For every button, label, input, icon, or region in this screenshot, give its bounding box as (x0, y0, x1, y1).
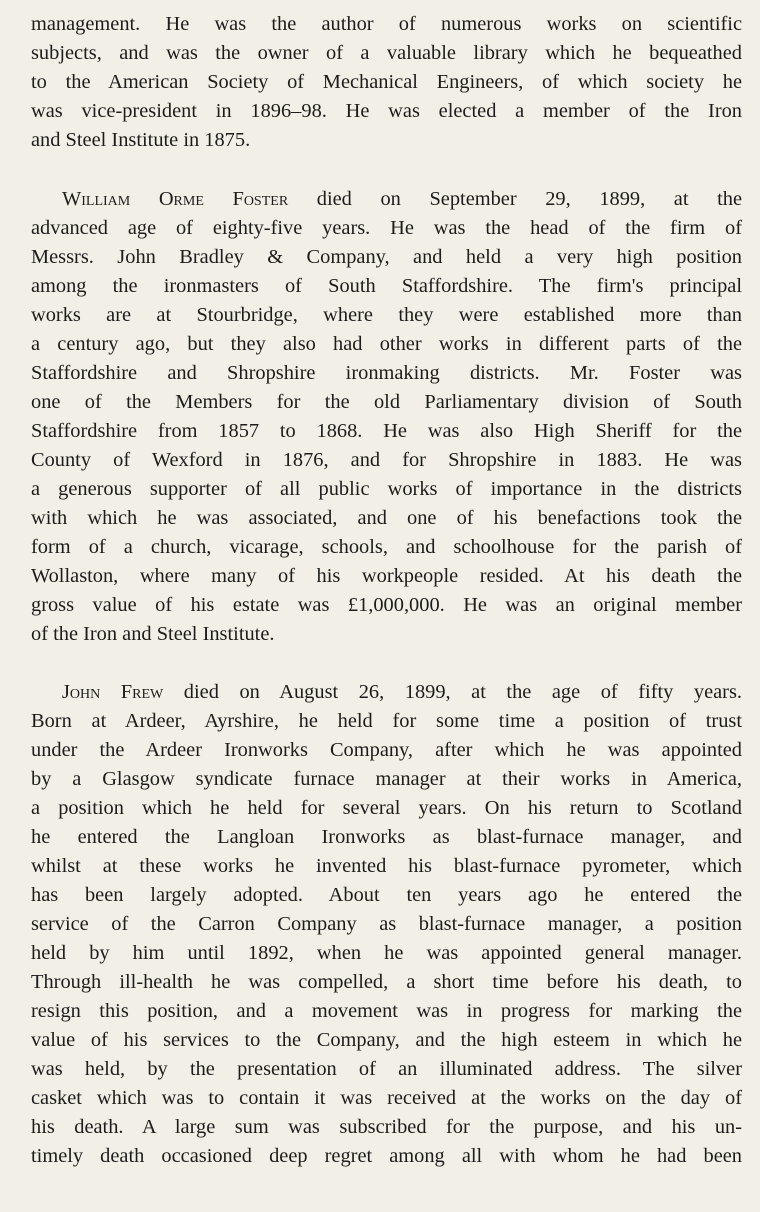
text-line: by a Glasgow syndicate furnace manager at their works in America, (31, 768, 742, 790)
text-line: to the American Society of Mechanical Engineers, of which society he (31, 71, 742, 93)
text-line: his death. A large sum was subscribed for the purpose, and his un- (31, 1116, 742, 1138)
text-line: works are at Stourbridge, where they were established more than (31, 304, 742, 326)
text-line: Staffordshire from 1857 to 1868. He was also High Sheriff for the (31, 420, 742, 442)
text-line: held by him until 1892, when he was appointed general manager. (31, 942, 742, 964)
text-line: value of his services to the Company, and the high esteem in which he (31, 1029, 742, 1051)
text-line: one of the Members for the old Parliamentary division of South (31, 391, 742, 413)
text-line: subjects, and was the owner of a valuable library which he bequeathed (31, 42, 742, 64)
text-run: died on August 26, 1899, at the age of fifty years. (163, 681, 743, 703)
text-line: a century ago, but they also had other works in different parts of the (31, 333, 742, 355)
text-run: died on September 29, 1899, at the (288, 188, 743, 210)
text-line: a generous supporter of all public works of importance in the districts (31, 478, 742, 500)
text-line: was vice-president in 1896–98. He was elected a member of the Iron (31, 100, 742, 122)
text-line: with which he was associated, and one of his benefactions took the (31, 507, 742, 529)
text-line: Born at Ardeer, Ayrshire, he held for some time a position of trust (31, 710, 742, 732)
text-line: gross value of his estate was £1,000,000. He was an original member (31, 594, 742, 616)
text-line: Through ill-health he was compelled, a short time before his death, to (31, 971, 742, 993)
text-line: was held, by the presentation of an illuminated address. The silver (31, 1058, 742, 1080)
text-line: Wollaston, where many of his workpeople resided. At his death the (31, 565, 742, 587)
text-line: of the Iron and Steel Institute. (31, 623, 275, 645)
text-line: whilst at these works he invented his blast-furnace pyrometer, which (31, 855, 742, 877)
text-line: Messrs. John Bradley & Company, and held a very high position (31, 246, 742, 268)
person-name: William Orme Foster (62, 188, 289, 210)
text-line: County of Wexford in 1876, and for Shropshire in 1883. He was (31, 449, 742, 471)
text-line: resign this position, and a movement was in progress for marking the (31, 1000, 742, 1022)
text-line: and Steel Institute in 1875. (31, 129, 251, 151)
text-line: has been largely adopted. About ten years ago he entered the (31, 884, 742, 906)
text-line: among the ironmasters of South Staffordshire. The firm's principal (31, 275, 742, 297)
text-line: advanced age of eighty-five years. He was the head of the firm of (31, 217, 742, 239)
text-line: under the Ardeer Ironworks Company, after which he was appointed (31, 739, 742, 761)
text-line: timely death occasioned deep regret among all with whom he had been (31, 1145, 742, 1167)
paragraph-opening-line (62, 185, 742, 214)
person-name: John Frew (62, 681, 164, 703)
text-line: Staffordshire and Shropshire ironmaking districts. Mr. Foster was (31, 362, 742, 384)
text-line: a position which he held for several years. On his return to Scotland (31, 797, 742, 819)
text-line: form of a church, vicarage, schools, and schoolhouse for the parish of (31, 536, 742, 558)
text-line: casket which was to contain it was received at the works on the day of (31, 1087, 742, 1109)
text-line: management. He was the author of numerous works on scientific (31, 13, 742, 35)
paragraph-opening-line (62, 678, 742, 707)
text-line: service of the Carron Company as blast-furnace manager, a position (31, 913, 742, 935)
text-line: he entered the Langloan Ironworks as blast-furnace manager, and (31, 826, 742, 848)
